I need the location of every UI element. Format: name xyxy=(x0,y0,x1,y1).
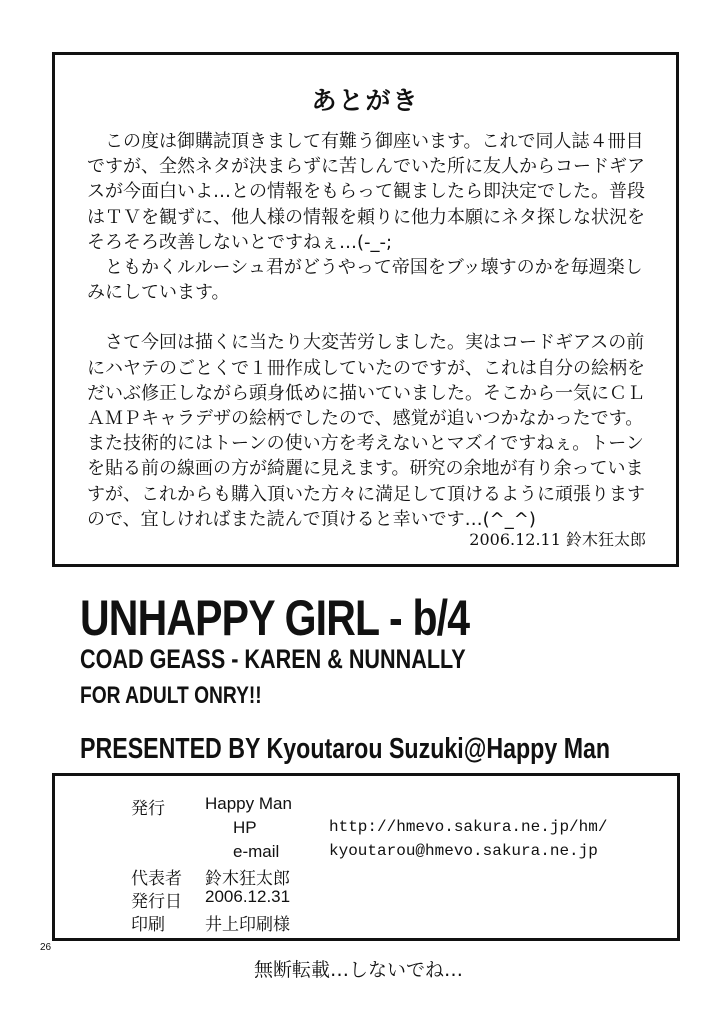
representative-label: 代表者 xyxy=(131,869,182,889)
presented-by: PRESENTED BY Kyoutarou Suzuki@Happy Man xyxy=(80,733,611,765)
afterword-paragraph-2: ともかくルルーシュ君がどうやって帝国をブッ壊すのかを毎週楽しみにしています。 xyxy=(87,257,643,304)
afterword-title: あとがき xyxy=(311,86,420,115)
afterword-paragraph-3: さて今回は描くに当たり大変苦労しました。実はコードギアスの前にハヤテのごとくで１冊作成していたのですが、これは自分の絵柄をだいぶ修正しながら頭身低めに描いていました。そこから一気にＣＬＡＭＰキャラデザの絵柄でしたので、感覚が追いつかなかったです。また技術的にはトーンの使い方を考えないとマズイですねぇ。トーンを貼る前の線画の方が綺麗に見えます。研究の余地が有り余っていますが、これからも購入頂いた方々に満足して頂けるように頑張りますので、宜しければまた読んで頂けると幸いです…(^_^) xyxy=(87,332,645,530)
email-label: e-mail xyxy=(233,842,280,861)
printer-label: 印刷 xyxy=(131,915,165,935)
afterword-body xyxy=(87,129,652,532)
representative-value: 鈴木狂太郎 xyxy=(205,869,290,888)
colophon-box xyxy=(52,773,680,941)
title-block xyxy=(80,590,555,674)
publisher-value: Happy Man xyxy=(205,794,292,813)
publisher-label: 発行 xyxy=(131,799,165,819)
afterword-box xyxy=(52,52,679,567)
afterword-signature: 2006.12.11 鈴木狂太郎 xyxy=(469,530,646,549)
book-subtitle: COAD GEASS - KAREN & NUNNALLY xyxy=(80,644,466,674)
book-title: UNHAPPY GIRL - b/4 xyxy=(80,590,470,646)
afterword-paragraph-1: この度は御購読頂きまして有難う御座います。これで同人誌４冊目ですが、全然ネタが決まらずに苦しんでいた所に友人からコードギアスが今面白いよ…との情報をもらって観ましたら即決定でした。普段はＴＶを観ずに、他人様の情報を頼りに他力本願にネタ探しな状況をそろそろ改善しないとですねぇ…(-_-; xyxy=(87,131,645,253)
issue-date-label: 発行日 xyxy=(131,892,182,912)
email-address: kyoutarou@hmevo.sakura.ne.jp xyxy=(329,842,598,860)
adult-notice: FOR ADULT ONRY!! xyxy=(80,682,262,709)
hp-url: http://hmevo.sakura.ne.jp/hm/ xyxy=(329,818,608,836)
hp-label: HP xyxy=(233,818,257,837)
page-number: 26 xyxy=(40,942,52,953)
issue-date-value: 2006.12.31 xyxy=(205,887,291,906)
printer-value: 井上印刷様 xyxy=(205,915,290,934)
footer-note: 無断転載…しないでね… xyxy=(253,959,463,981)
